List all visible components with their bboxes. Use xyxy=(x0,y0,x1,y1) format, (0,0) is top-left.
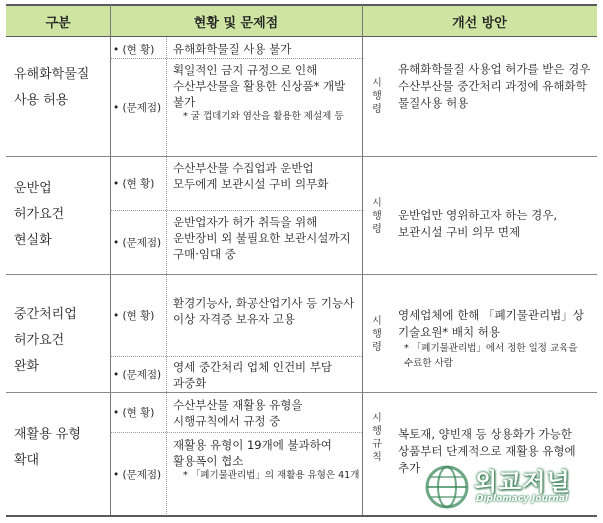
watermark-logo xyxy=(424,462,594,512)
row-divider xyxy=(6,392,597,393)
improvement-text: 운반업만 영위하고자 하는 경우, 보관시설 구비 의무 면제 xyxy=(398,208,558,239)
improvement-text: 복토재, 양빈재 등 상용화가 가능한 상품부터 단계적으로 재활용 유형에 추가 xyxy=(398,427,576,475)
category-cell: 재활용 유형 확대 xyxy=(14,427,81,468)
status-text: 유해화학물질 사용 불가 xyxy=(173,42,292,56)
header-improvement: 개선 방안 xyxy=(362,4,597,37)
status-text: 수산부산물 재활용 유형을 시행규칙에서 규정 중 xyxy=(173,398,303,428)
status-tag: • (현 황) xyxy=(113,310,155,322)
status-tag: • (현 황) xyxy=(113,43,155,56)
vehicle-label: 시 행 규 칙 xyxy=(372,413,382,463)
problem-text: 재활용 유형이 19개에 불과하여 활용폭이 협소 xyxy=(173,438,332,468)
improvement-text: 유해화학물질 사용업 허가를 받은 경우 수산부산물 중간처리 과정에 유해화학 물질사용 허용 xyxy=(398,62,591,110)
col-divider xyxy=(362,4,363,516)
problem-tag: • (문제점) xyxy=(113,237,162,249)
category-cell: 중간처리업 허가요건 완화 xyxy=(14,307,77,374)
status-text: 수산부산물 수집업과 운반업 모두에게 보관시설 구비 의무화 xyxy=(173,161,329,191)
globe-icon xyxy=(424,464,470,510)
table-bottom xyxy=(6,515,597,517)
problem-text: 영세 중간처리 업체 인건비 부담 과중화 xyxy=(173,360,333,390)
vehicle-label: 시 행 령 xyxy=(372,198,382,235)
status-tag: • (현 황) xyxy=(113,407,155,419)
header-category: 구분 xyxy=(6,4,110,37)
problem-text: 운반업자가 허가 취득을 위해 운반장비 외 불필요한 보관시설까지 구매·임대 중 xyxy=(173,215,351,261)
row-divider xyxy=(6,156,597,157)
status-tag: • (현 황) xyxy=(113,178,155,190)
tag-divider xyxy=(166,37,167,516)
improvement-text: 영세업체에 한해 「폐기물관리법」상 기술요원* 배치 허용 xyxy=(398,308,584,339)
watermark-subtitle: Diplomacy Journal xyxy=(476,494,568,504)
reform-table xyxy=(6,4,597,516)
watermark-title: 외교저널 xyxy=(474,468,571,496)
category-cell: 운반업 허가요건 현실화 xyxy=(14,181,65,248)
problem-note: * 굴 껍데기와 염산을 활용한 제설제 등 xyxy=(183,111,344,122)
problem-cell xyxy=(173,437,361,483)
category-cell: 유해화학물질 사용 허용 xyxy=(14,67,90,108)
vehicle-label: 시 행 령 xyxy=(372,316,382,353)
row-divider xyxy=(6,274,597,275)
problem-tag: • (문제점) xyxy=(113,369,162,381)
problem-cell xyxy=(173,62,361,124)
header-status: 현황 및 문제점 xyxy=(110,4,362,37)
problem-note: * 「폐기물관리법」의 재활용 유형은 41개 xyxy=(183,470,360,481)
vehicle-label: 시 행 령 xyxy=(372,78,382,115)
improvement-cell xyxy=(398,307,598,371)
status-text: 환경기능사, 화공산업기사 등 기능사 이상 자격증 보유자 고용 xyxy=(173,296,355,326)
improvement-note: * 「폐기물관리법」에서 정한 일정 교육을 수료한 사람 xyxy=(404,343,578,369)
problem-tag: • (문제점) xyxy=(113,468,162,481)
problem-tag: • (문제점) xyxy=(113,102,162,114)
problem-text: 획일적인 금지 규정으로 인해 수산부산물을 활용한 신상품* 개발 불가 xyxy=(173,63,346,109)
